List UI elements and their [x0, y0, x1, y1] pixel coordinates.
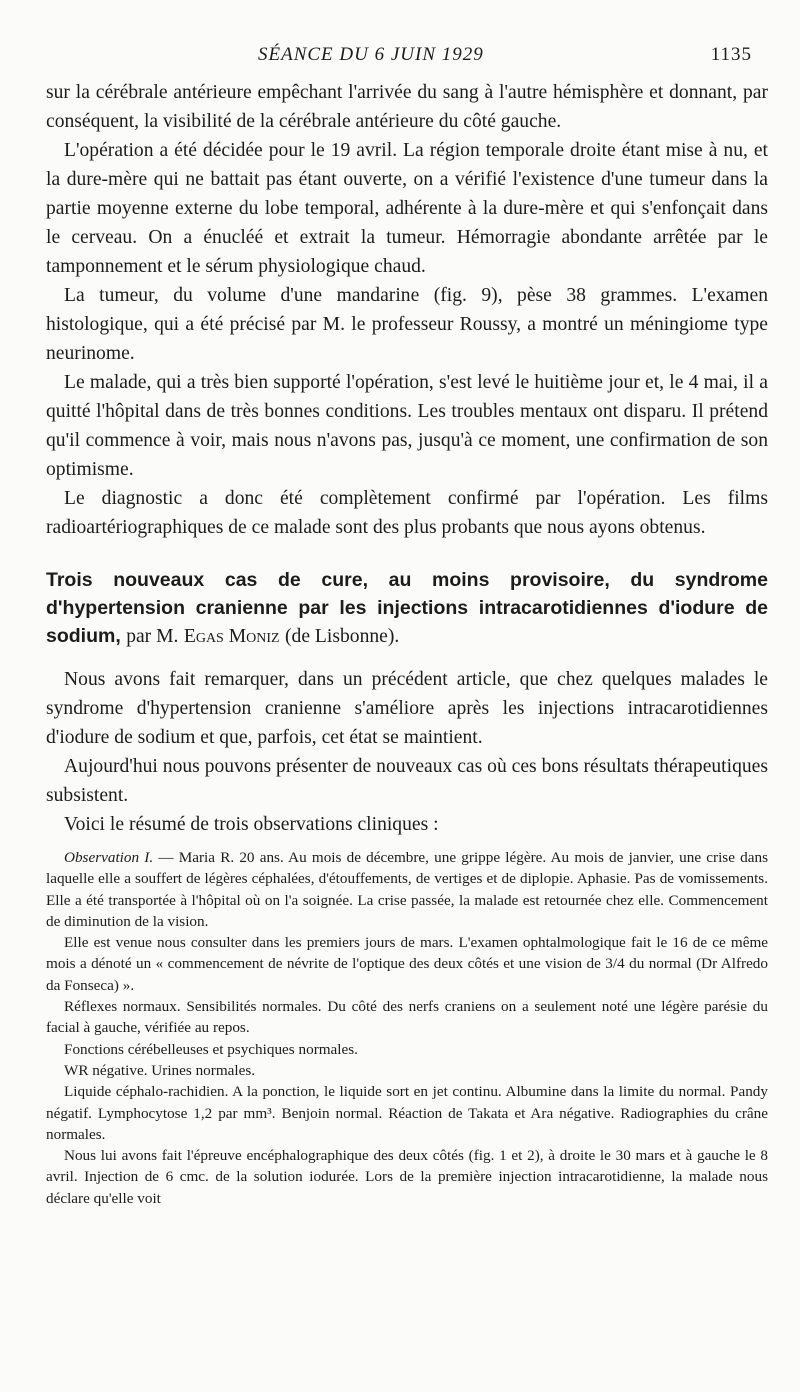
- paragraph: Le malade, qui a très bien supporté l'opération, s'est levé le huitième jour et, le 4 mai, il a quitté l'hôpital dans de très bonnes conditions. Les troubles mentaux ont disparu. Il prétend qu'il commence à voir, mais nous n'avons pas, jusqu'à ce moment, une confirmation de son optimisme.: [46, 372, 768, 480]
- paragraph: Le diagnostic a donc été complètement confirmé par l'opération. Les films radioartériographiques de ce malade sont des plus probants que nous ayons obtenus.: [46, 488, 768, 538]
- observation-paragraph: Elle est venue nous consulter dans les premiers jours de mars. L'examen ophtalmologique fait le 16 de ce même mois a dénoté un « commencement de névrite de l'optique des deux côtés et une vision de 3/4 du normal (Dr Alfredo da Fonseca) ».: [46, 934, 768, 994]
- observation-paragraph: Liquide céphalo-rachidien. A la ponction, le liquide sort en jet continu. Albumine dans la limite du normal. Pandy négatif. Lymphocytose 1,2 par mm³. Benjoin normal. Réaction de Takata et Ara négative. Radiographies du crâne normales.: [46, 1083, 768, 1143]
- observation-gap: [46, 839, 768, 847]
- running-head-title: SÉANCE DU 6 JUIN 1929: [258, 44, 484, 65]
- paragraph: sur la cérébrale antérieure empêchant l'arrivée du sang à l'autre hémisphère et donnant, par conséquent, la visibilité de la cérébrale antérieure du côté gauche.: [46, 82, 768, 132]
- page-number: 1135: [710, 44, 752, 65]
- article-author: Egas Moniz: [183, 626, 280, 647]
- running-head: [48, 44, 752, 70]
- article-title: Trois nouveaux cas de cure, au moins provisoire, du syndrome d'hypertension cranienne par les injections intracarotidiennes d'iodure de sodium,: [46, 569, 768, 647]
- observation-label: Observation I.: [64, 849, 154, 866]
- article-heading: [46, 566, 768, 651]
- page-body: [46, 78, 768, 1209]
- article-paragraph: Aujourd'hui nous pouvons présenter de nouveaux cas où ces bons résultats thérapeutiques subsistent.: [46, 756, 768, 806]
- article-affiliation: (de Lisbonne).: [285, 626, 400, 647]
- heading-gap: [46, 651, 768, 665]
- observation-paragraph: Nous lui avons fait l'épreuve encéphalographique des deux côtés (fig. 1 et 2), à droite le 30 mars et à gauche le 8 avril. Injection de 6 cmc. de la solution iodurée. Lors de la première injection intracarotidienne, la malade nous déclare qu'elle voit: [46, 1147, 768, 1207]
- observation-paragraph: Fonctions cérébelleuses et psychiques normales.: [64, 1040, 358, 1058]
- article-paragraph: Voici le résumé de trois observations cliniques :: [64, 814, 439, 835]
- observation-paragraph: Réflexes normaux. Sensibilités normales. Du côté des nerfs craniens on a seulement noté une légère parésie du facial à gauche, vérifiée au repos.: [46, 998, 768, 1037]
- paragraph: La tumeur, du volume d'une mandarine (fig. 9), pèse 38 grammes. L'examen histologique, qui a été précisé par M. le professeur Roussy, a montré un méningiome type neurinome.: [46, 285, 768, 364]
- observation-paragraph: [46, 847, 768, 932]
- section-gap: [46, 542, 768, 566]
- paragraph: L'opération a été décidée pour le 19 avril. La région temporale droite étant mise à nu, et la dure-mère qui ne battait pas étant ouverte, on a vérifié l'existence d'une tumeur dans la partie moyenne externe du lobe temporal, adhérente à la dure-mère et qui s'enfonçait dans le cerveau. On a énucléé et extrait la tumeur. Hémorragie abondante arrêtée par le tamponnement et le sérum physiologique chaud.: [46, 140, 768, 277]
- observation-text: — Maria R. 20 ans. Au mois de décembre, une grippe légère. Au mois de janvier, une crise dans laquelle elle a souffert de légères céphalées, d'étouffements, de vertiges et de diplopie. Aphasie. Pas de vomissements. Elle a été transportée à l'hôpital où on l'a soignée. La crise passée, la malade est retournée chez elle. Commencement de diminution de la vision.: [46, 849, 768, 930]
- article-byline: par M.: [126, 626, 179, 647]
- observation-paragraph: WR négative. Urines normales.: [64, 1061, 256, 1079]
- article-paragraph: Nous avons fait remarquer, dans un précédent article, que chez quelques malades le syndrome d'hypertension cranienne s'améliore après les injections intracarotidiennes d'iodure de sodium et que, parfois, cet état se maintient.: [46, 669, 768, 748]
